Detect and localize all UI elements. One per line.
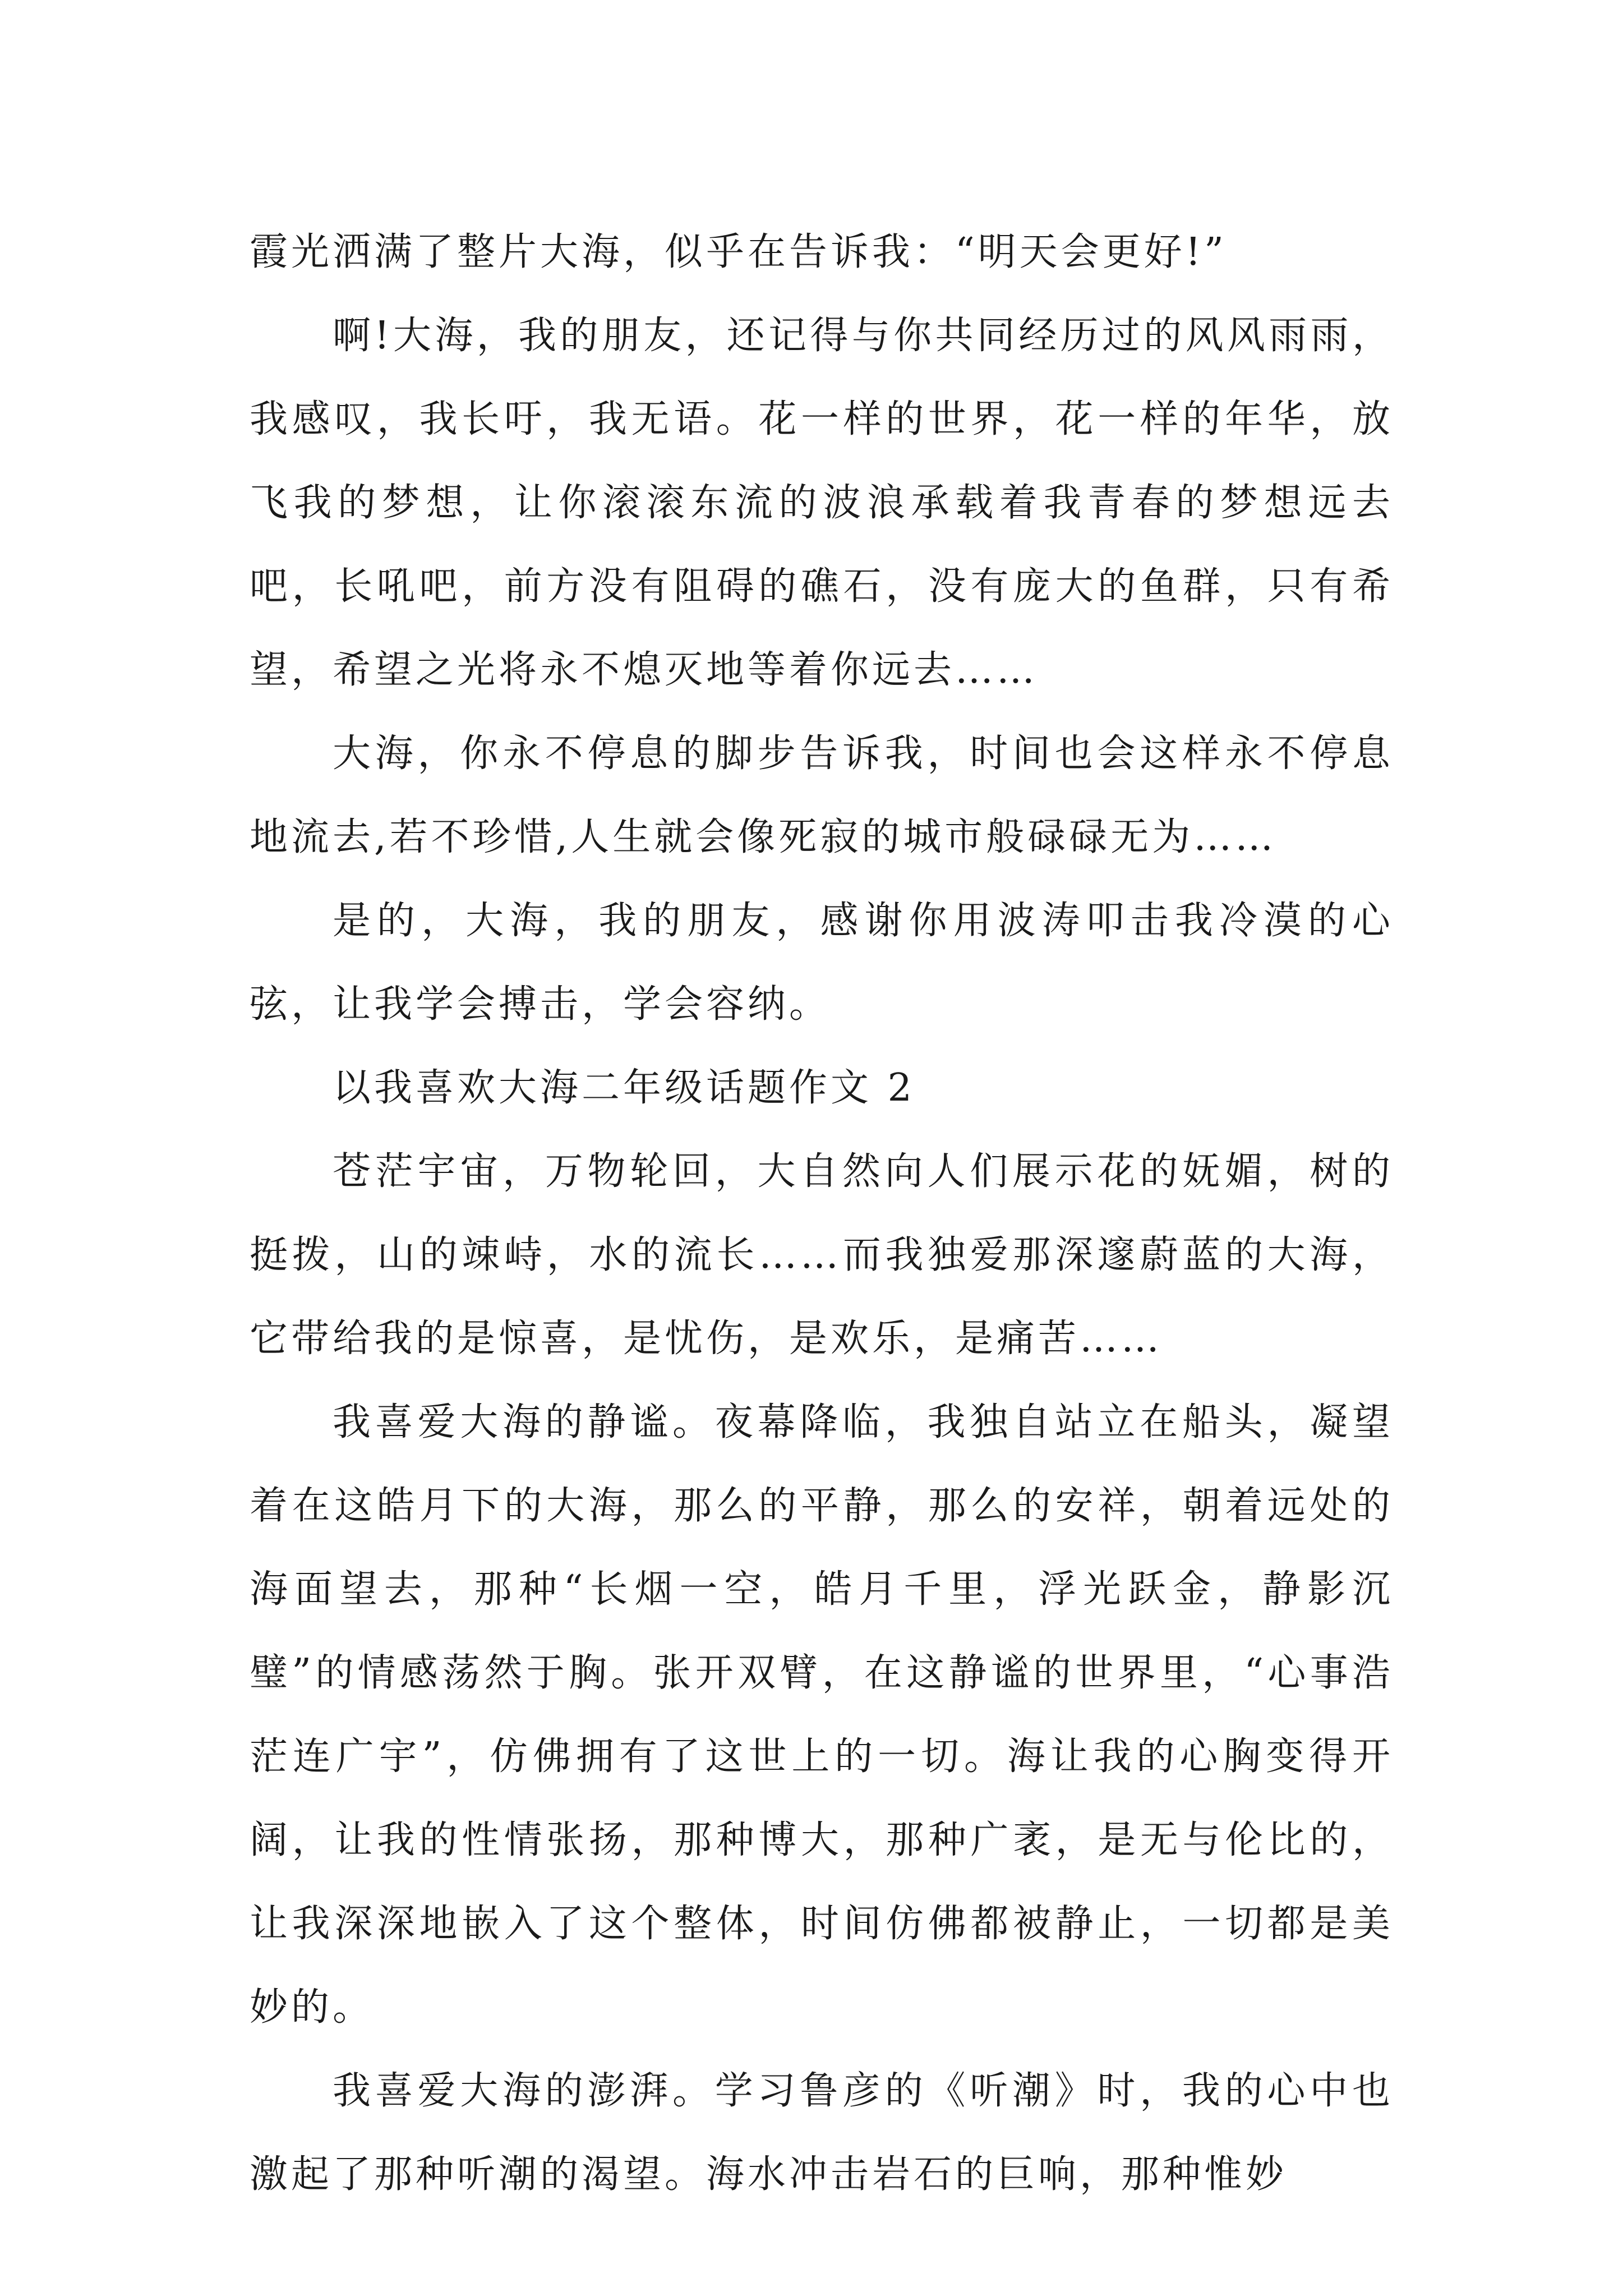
paragraph-1: 霞光洒满了整片大海，似乎在告诉我：“明天会更好!” bbox=[250, 230, 1227, 274]
paragraph-2: 啊!大海，我的朋友，还记得与你共同经历过的风风雨雨，我感叹，我长吁，我无语。花一样的世界，花一样的年华，放飞我的梦想，让你滚滚东流的波浪承载着我青春的梦想远去吧，长吼吧，前方没有阻碍的礁石，没有庞大的鱼群，只有希望，希望之光将永不熄灭地等着你远去…… bbox=[250, 314, 1394, 692]
essay-title-2: 以我喜欢大海二年级话题作文 2 bbox=[333, 1066, 915, 1110]
paragraph-3: 大海，你永不停息的脚步告诉我，时间也会这样永不停息地流去,若不珍惜,人生就会像死寂的城市般碌碌无为…… bbox=[250, 731, 1394, 859]
paragraph-8: 我喜爱大海的澎湃。学习鲁彦的《听潮》时，我的心中也激起了那种听潮的渴望。海水冲击岩石的巨响，那种惟妙 bbox=[250, 2069, 1394, 2197]
document-body bbox=[250, 210, 1394, 2216]
paragraph-6: 苍茫宇宙，万物轮回，大自然向人们展示花的妩媚，树的挺拨，山的竦峙，水的流长……而我独爱那深邃蔚蓝的大海，它带给我的是惊喜，是忧伤，是欢乐，是痛苦…… bbox=[250, 1149, 1394, 1361]
paragraph-7: 我喜爱大海的静谧。夜幕降临，我独自站立在船头，凝望着在这皓月下的大海，那么的平静，那么的安祥，朝着远处的海面望去，那种“长烟一空，皓月千里，浮光跃金，静影沉璧”的情感荡然于胸。张开双臂，在这静谧的世界里，“心事浩茫连广宇”，仿佛拥有了这世上的一切。海让我的心胸变得开阔，让我的性情张扬，那种博大，那种广袤，是无与伦比的，让我深深地嵌入了这个整体，时间仿佛都被静止，一切都是美妙的。 bbox=[250, 1400, 1394, 2030]
paragraph-4: 是的，大海，我的朋友，感谢你用波涛叩击我冷漠的心弦，让我学会搏击，学会容纳。 bbox=[250, 899, 1394, 1027]
